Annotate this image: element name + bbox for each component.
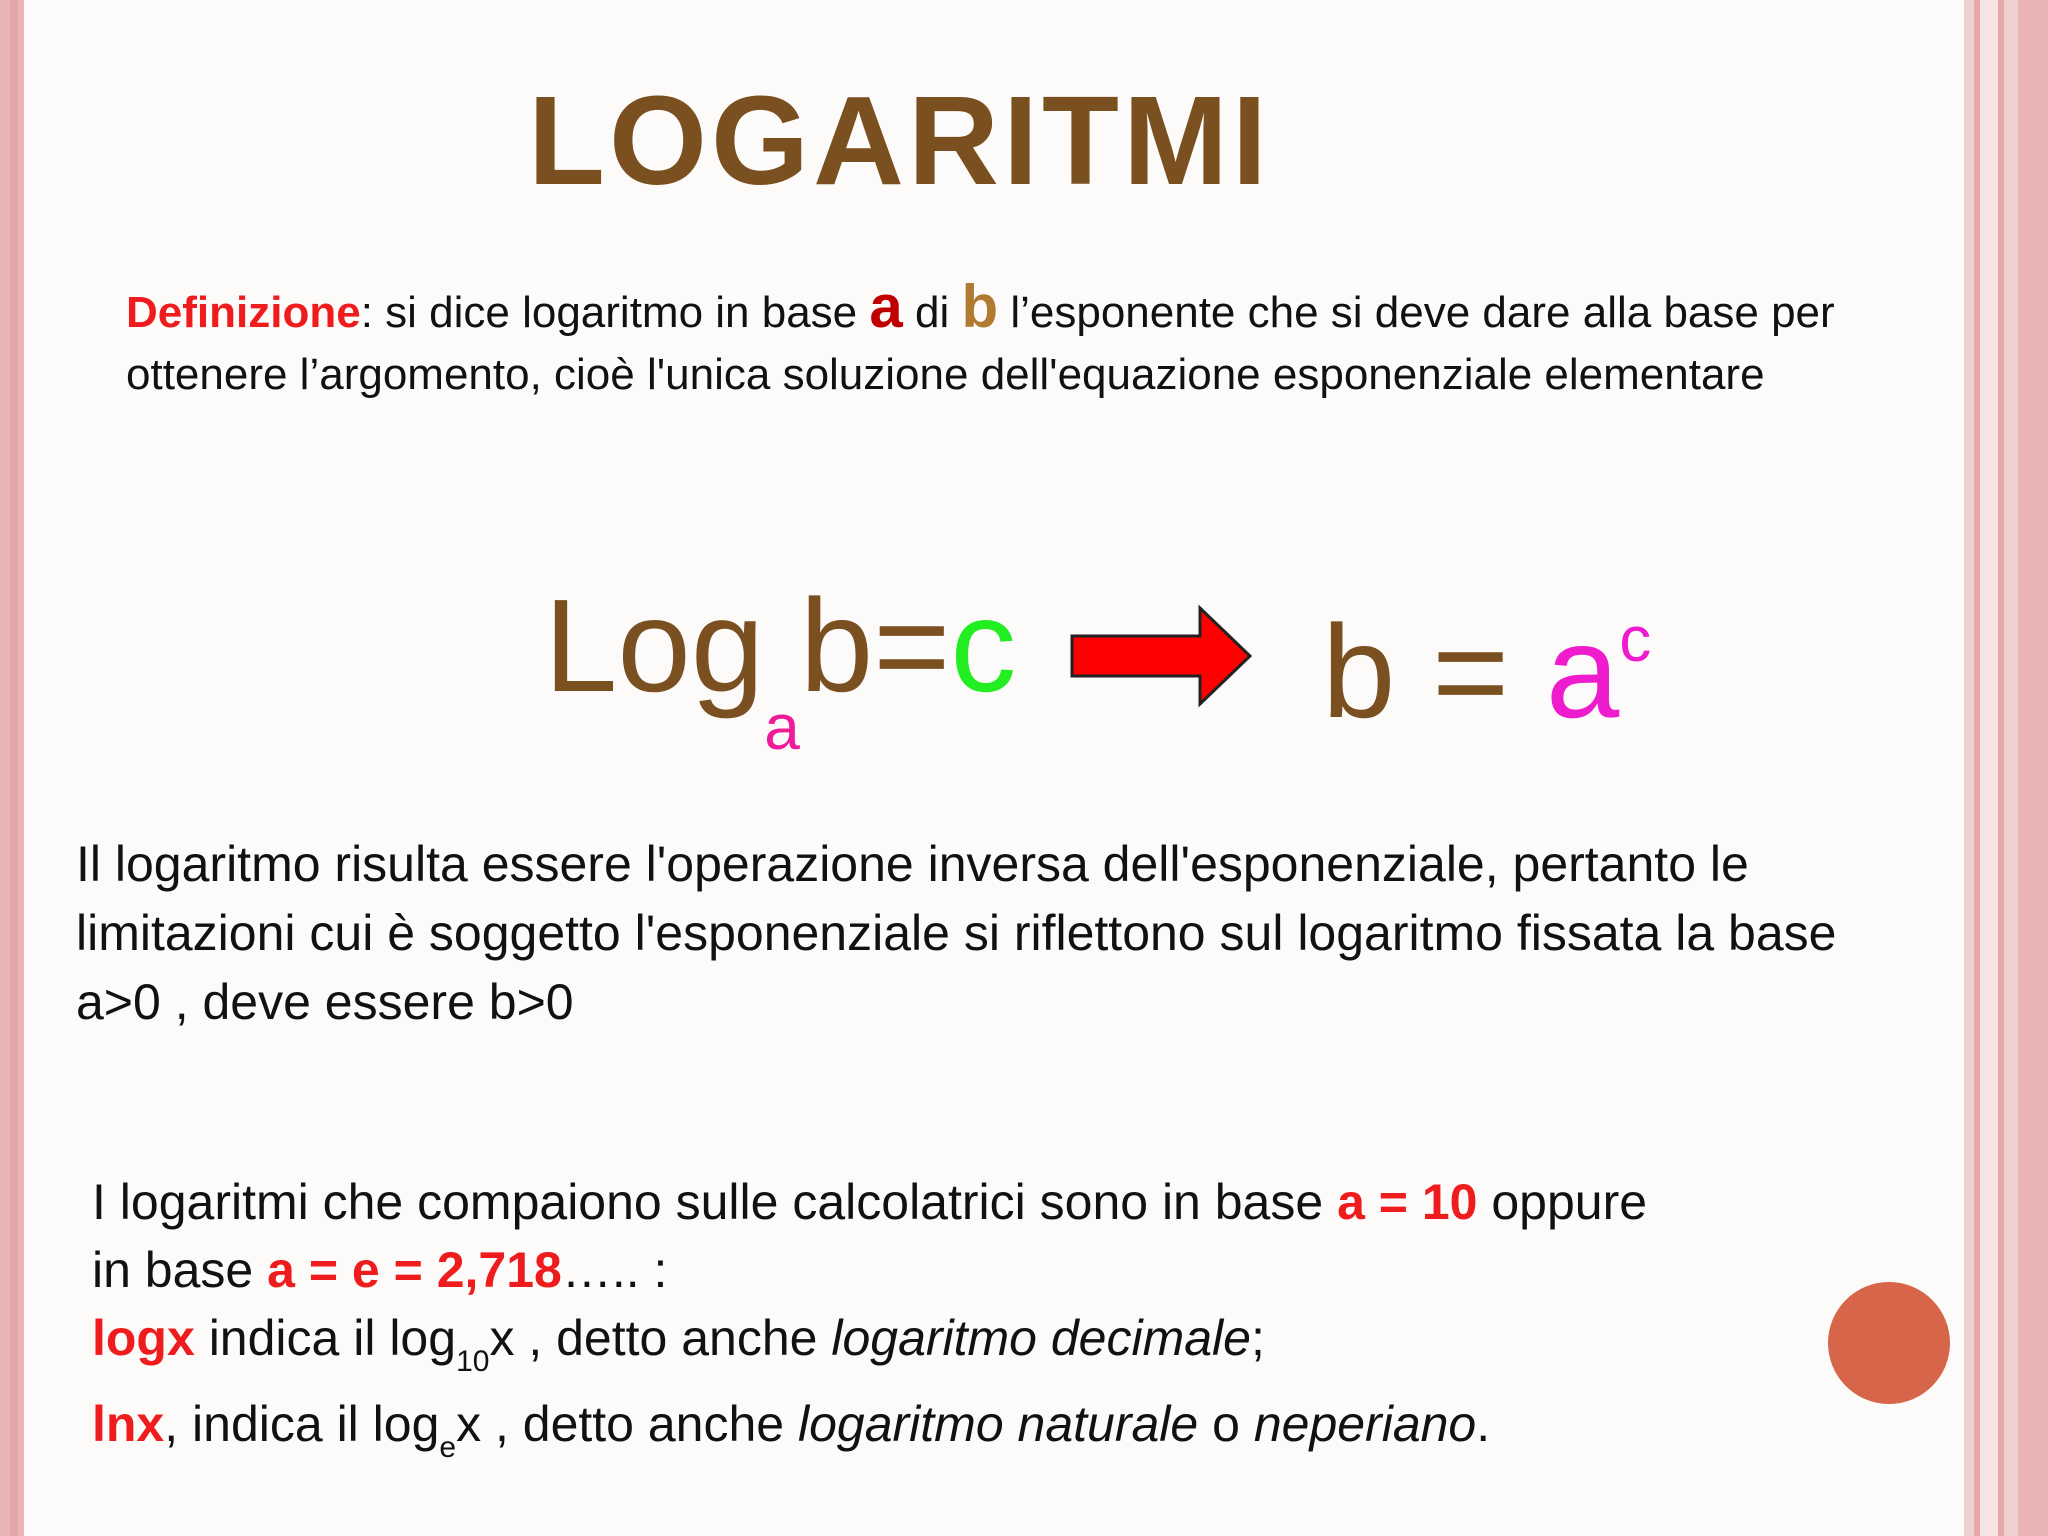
lnx-text: , indica il log	[164, 1396, 440, 1452]
lnx-italic-term-1: logaritmo naturale	[798, 1396, 1199, 1452]
definition-paragraph	[126, 273, 1846, 406]
left-border-stripe	[10, 0, 18, 1536]
lnx-end: .	[1476, 1396, 1491, 1452]
log-base: a	[764, 691, 800, 763]
log-argument: b	[799, 572, 874, 719]
logx-italic-term: logaritmo decimale	[831, 1310, 1251, 1366]
exp-b: b	[1322, 598, 1396, 745]
log-formula	[544, 572, 1017, 763]
exp-base: a	[1545, 598, 1620, 745]
logx-subscript: 10	[456, 1345, 490, 1378]
slide-title: LOGARITMI	[528, 70, 1271, 211]
calculator-line-1	[92, 1168, 1922, 1236]
line2-text: in base	[92, 1242, 268, 1298]
definition-text-1: : si dice logaritmo in base	[360, 288, 870, 337]
exp-equals: =	[1395, 598, 1546, 745]
right-arrow-icon	[1066, 604, 1256, 708]
inverse-operation-paragraph: Il logaritmo risulta essere l'operazione inversa dell'esponenziale, pertanto le limitazioni cui è soggetto l'esponenziale si riflettono sul logaritmo fissata la base a>0 , deve essere b>0	[76, 836, 1837, 1030]
base-10: a = 10	[1337, 1174, 1478, 1230]
definition-text-3: l’esponente che si deve dare alla base per ottenere l’argomento, cioè l'unica soluzione dell'equazione esponenziale elementare	[126, 288, 1835, 399]
log-word: Log	[544, 572, 765, 719]
base-e: a = e = 2,718	[267, 1242, 562, 1298]
logx-text: indica il log	[194, 1310, 457, 1366]
line1-text: I logaritmi che compaiono sulle calcolatrici sono in base	[92, 1174, 1338, 1230]
right-border-stripe	[2004, 0, 2018, 1536]
log-equals: =	[873, 572, 951, 719]
definition-base-a: a	[869, 273, 903, 340]
exp-exponent: c	[1619, 603, 1652, 675]
lnx-mid: o	[1198, 1396, 1254, 1452]
lnx-subscript: e	[439, 1431, 457, 1464]
right-border-stripe	[1964, 0, 1974, 1536]
decorative-circle	[1828, 1282, 1950, 1404]
log-result: c	[950, 572, 1017, 719]
logx-end: ;	[1250, 1310, 1265, 1366]
line1-end: oppure	[1477, 1174, 1648, 1230]
lnx-line	[92, 1390, 1922, 1466]
logx-text-2: x , detto anche	[489, 1310, 832, 1366]
calculator-log-paragraph	[92, 1168, 1922, 1466]
exponential-formula	[1322, 598, 1652, 745]
lnx-italic-term-2: neperiano	[1253, 1396, 1477, 1452]
logx-label: logx	[92, 1310, 195, 1366]
definition-text-2: di	[902, 288, 962, 337]
calculator-line-2	[92, 1236, 1922, 1304]
lnx-label: lnx	[92, 1396, 165, 1452]
lnx-text-2: x , detto anche	[456, 1396, 798, 1452]
right-border-stripe	[1980, 0, 1998, 1536]
line2-end: ….. :	[561, 1242, 668, 1298]
logx-line	[92, 1304, 1922, 1380]
definition-argument-b: b	[961, 273, 999, 340]
right-border-stripe	[2018, 0, 2048, 1536]
definition-term: Definizione	[126, 288, 361, 337]
